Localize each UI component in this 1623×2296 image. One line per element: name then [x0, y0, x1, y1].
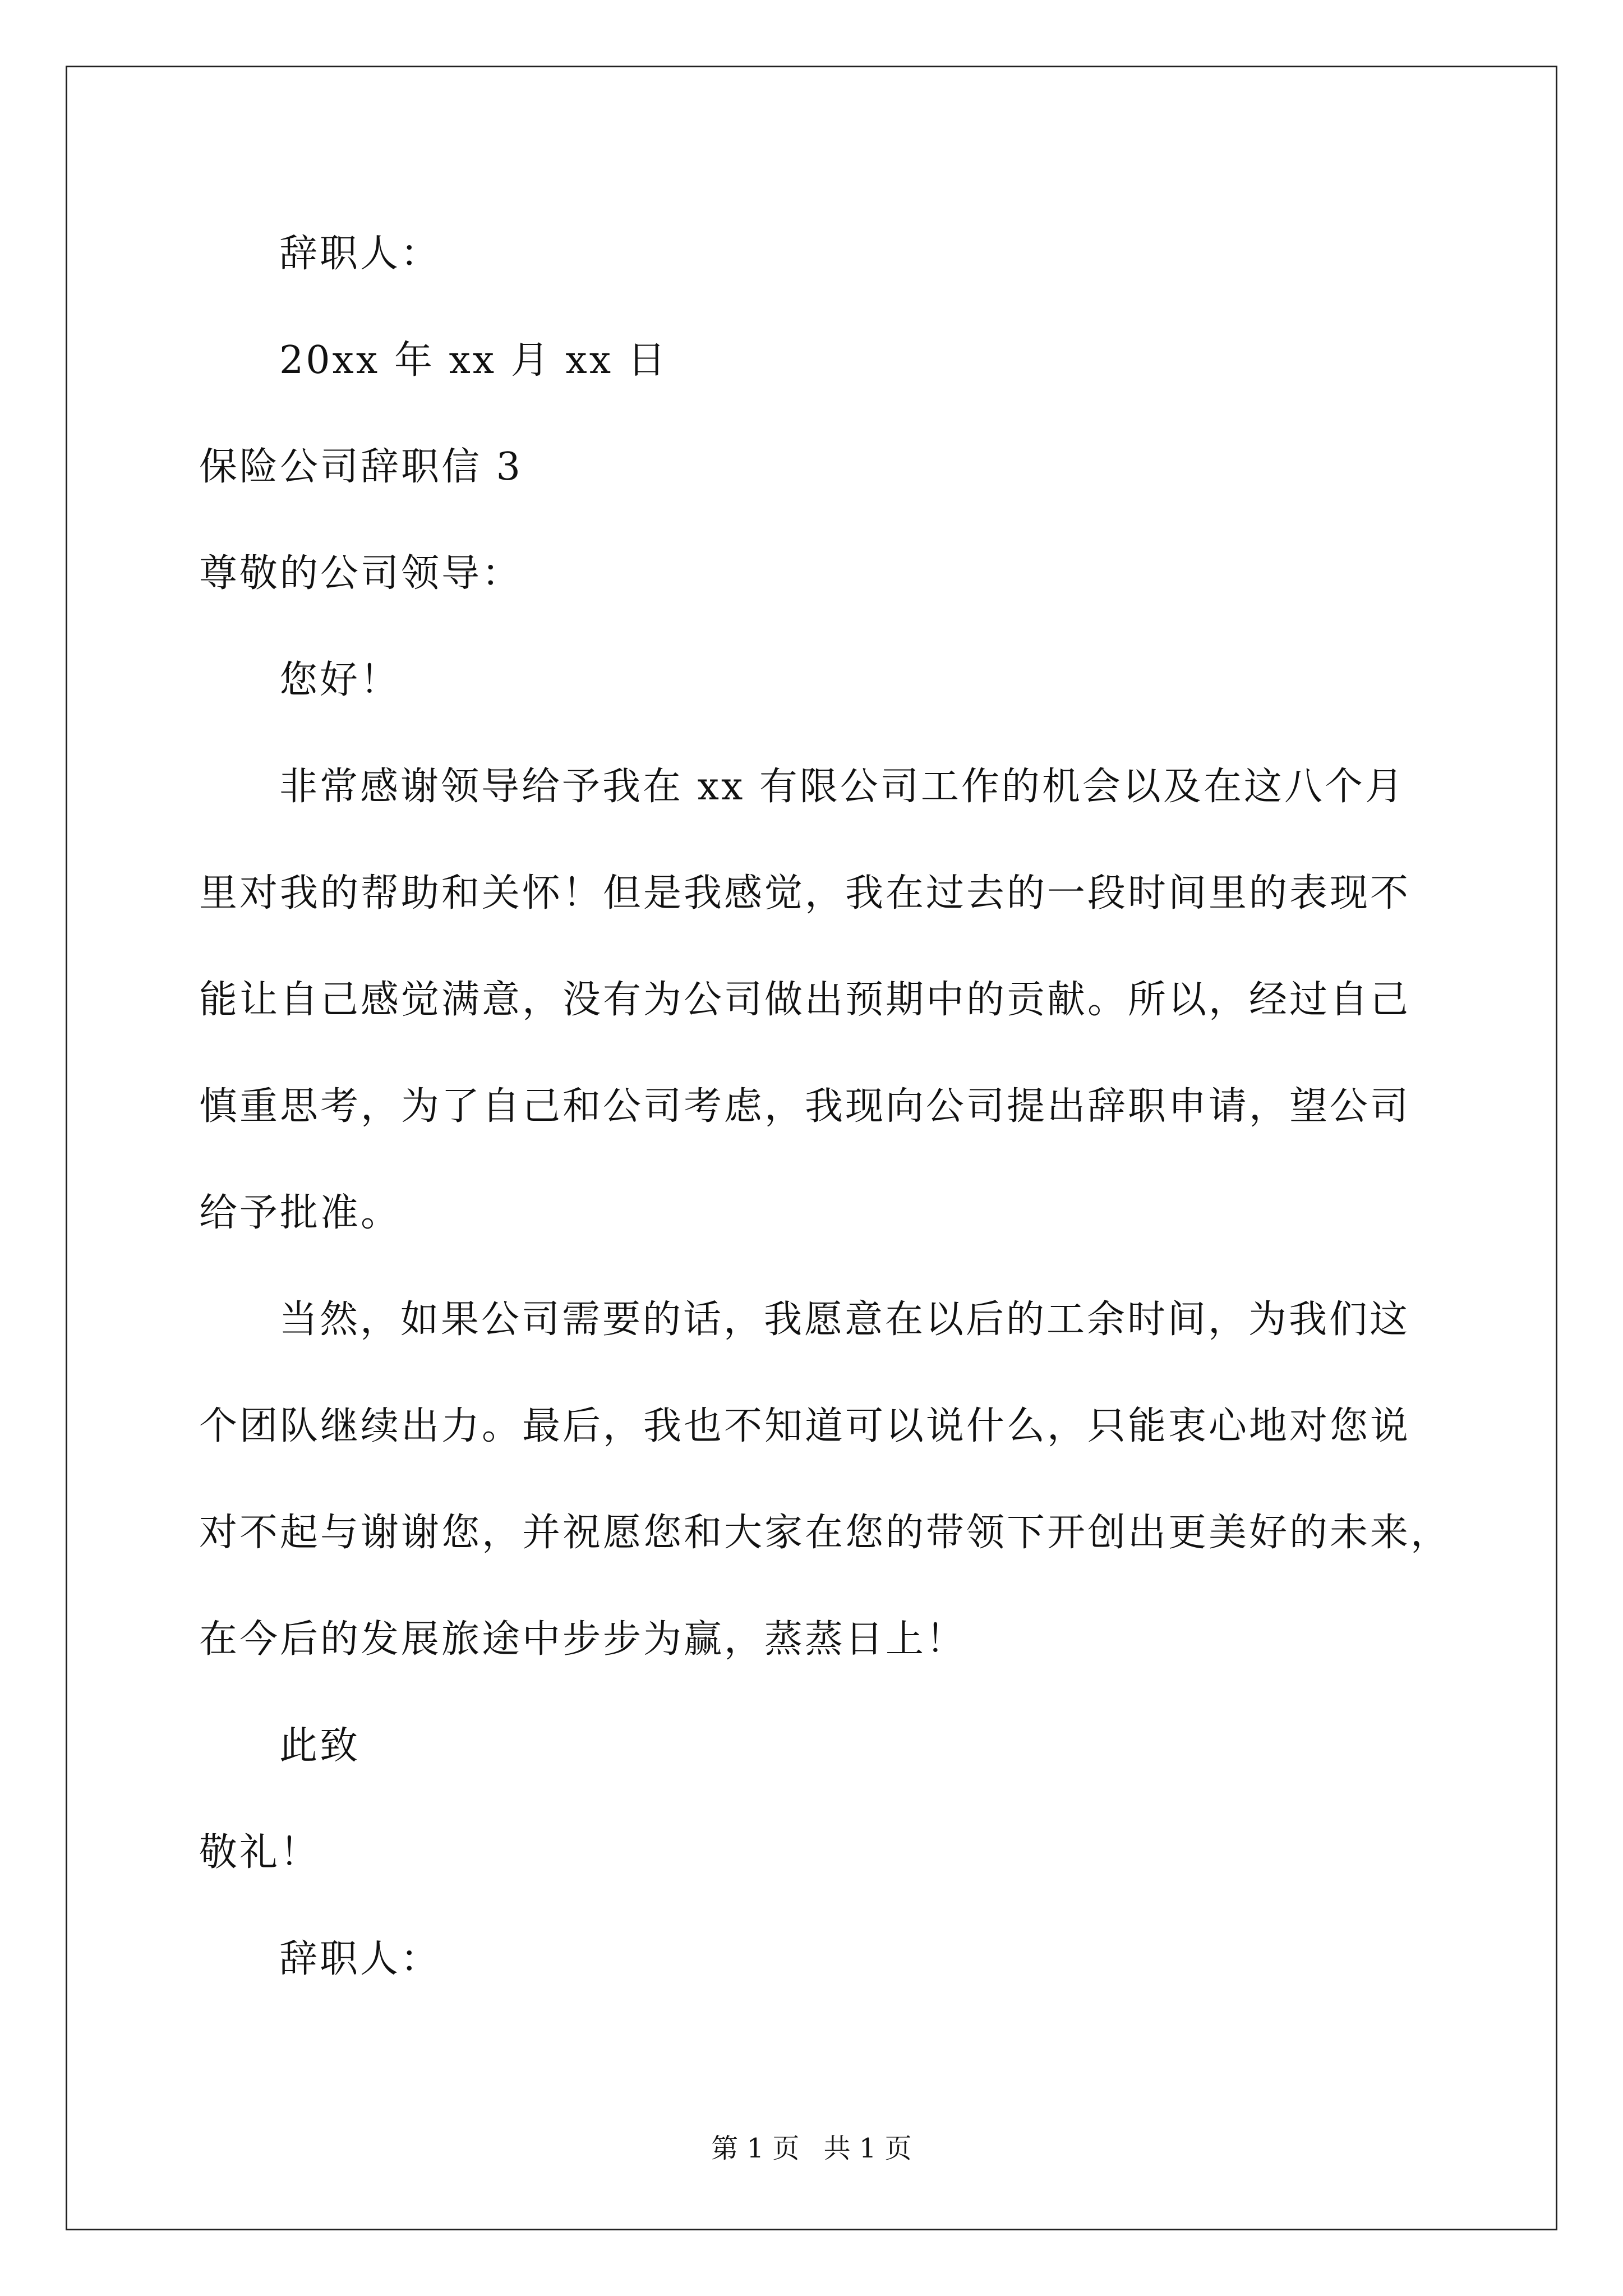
paragraph-2-line: 个团队继续出力。最后，我也不知道可以说什么，只能衷心地对您说 — [199, 1404, 1411, 1448]
closing-line-2: 敬礼！ — [199, 1830, 321, 1875]
paragraph-2-line: 当然，如果公司需要的话，我愿意在以后的工余时间，为我们这 — [279, 1297, 1410, 1342]
paragraph-2-line: 对不起与谢谢您，并祝愿您和大家在您的带领下开创出更美好的未来， — [199, 1511, 1451, 1555]
top-date: 20xx 年 xx 月 xx 日 — [279, 338, 668, 383]
bottom-signature-label: 辞职人： — [279, 1937, 441, 1981]
page-footer — [0, 2132, 1623, 2165]
page-number-total: 共 1 页 — [823, 2133, 912, 2164]
closing-line-1: 此致 — [279, 1724, 361, 1768]
paragraph-1-line: 给予批准。 — [199, 1191, 402, 1235]
paragraph-1-line: 能让自己感觉满意，没有为公司做出预期中的贡献。所以，经过自己 — [199, 978, 1411, 1022]
letter-title: 保险公司辞职信 3 — [199, 445, 523, 489]
page-number-current: 第 1 页 — [711, 2133, 800, 2164]
salutation: 尊敬的公司领导： — [199, 551, 523, 596]
page-border — [66, 66, 1557, 2230]
paragraph-1-line: 慎重思考，为了自己和公司考虑，我现向公司提出辞职申请，望公司 — [199, 1084, 1411, 1129]
paragraph-2-line: 在今后的发展旅途中步步为赢，蒸蒸日上！ — [199, 1617, 967, 1662]
greeting: 您好！ — [279, 658, 401, 702]
top-signature-label: 辞职人： — [279, 232, 441, 276]
paragraph-1-line: 里对我的帮助和关怀！但是我感觉，我在过去的一段时间里的表现不 — [199, 871, 1411, 915]
paragraph-1-line: 非常感谢领导给予我在 xx 有限公司工作的机会以及在这八个月 — [279, 765, 1405, 809]
